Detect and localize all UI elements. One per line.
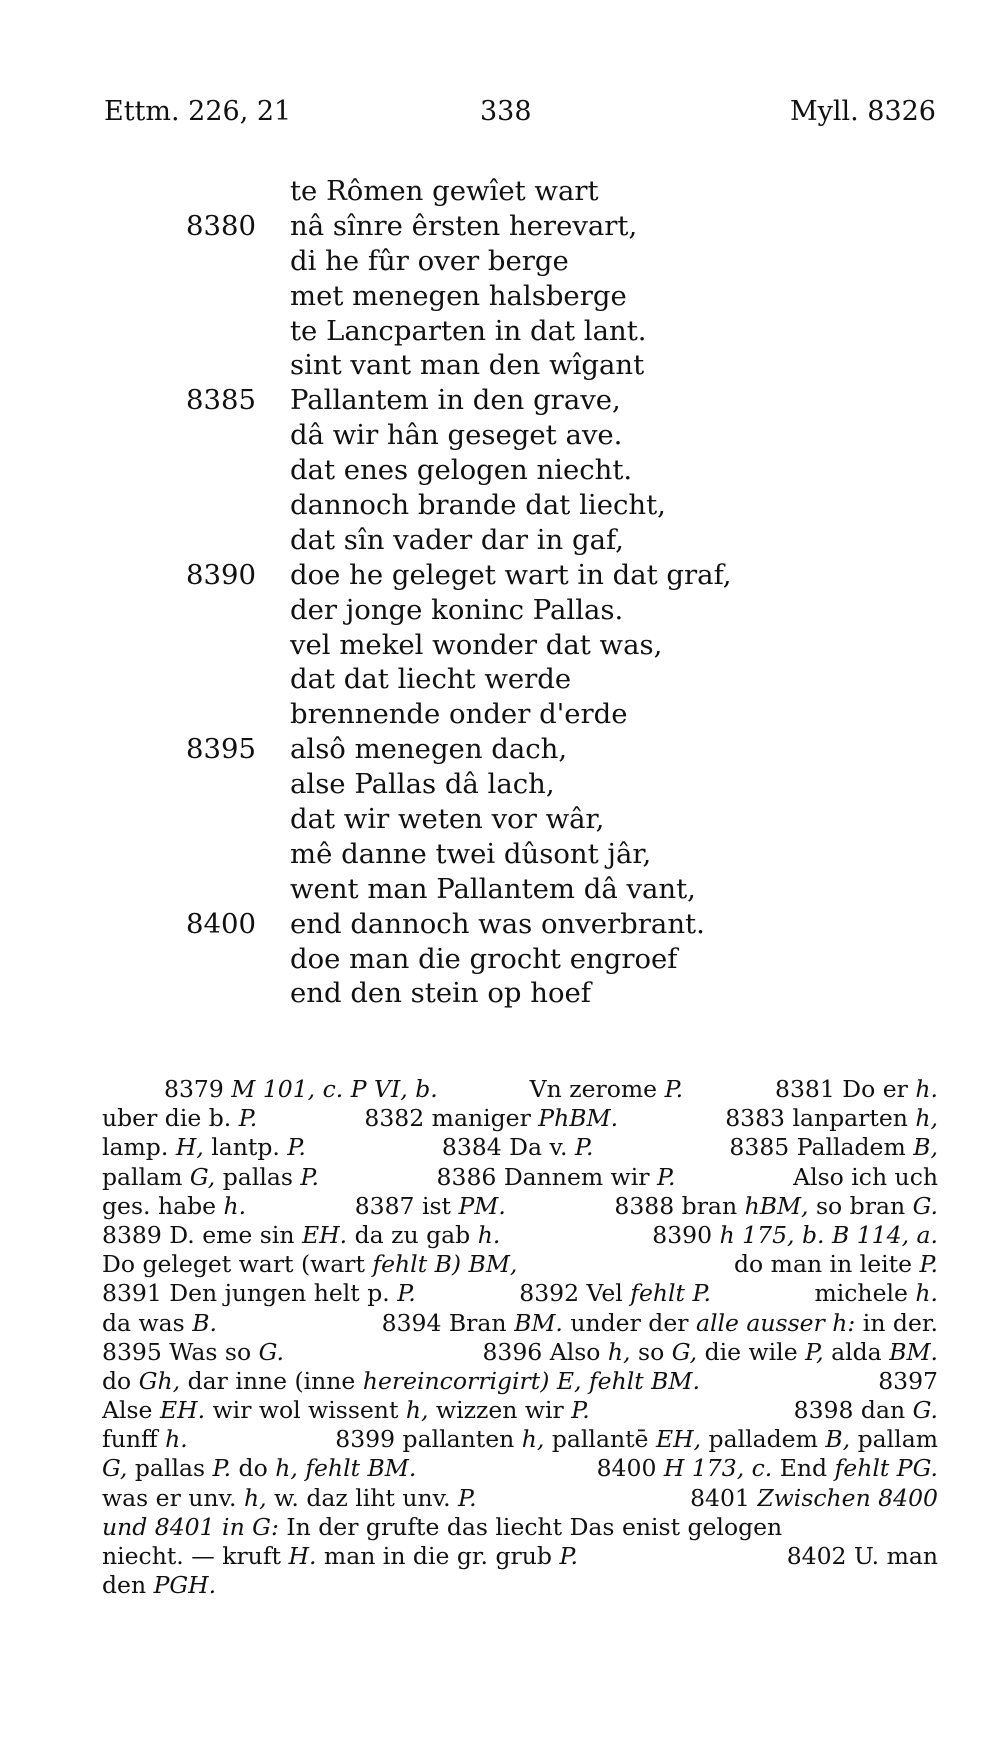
verse-line <box>0 314 1000 349</box>
apparatus-segment: 8388 bran hBM, so bran G. <box>614 1191 938 1220</box>
apparatus-segment: und 8401 in G: In der grufte das liecht Das enist gelogen <box>102 1512 783 1541</box>
verse-line <box>0 174 1000 209</box>
apparatus-line <box>102 1133 938 1162</box>
page-number: 338 <box>480 96 532 127</box>
apparatus-segment: was er unv. h, w. daz liht unv. P. <box>102 1483 477 1512</box>
apparatus-segment: 8396 Also h, so G, die wile P, alda BM. <box>482 1337 938 1366</box>
verse-line <box>0 802 1000 837</box>
verse-line-text: nâ sînre êrsten herevart, <box>290 209 638 242</box>
verse-line-text: doe man die grocht engroef <box>290 942 678 975</box>
apparatus-line <box>102 1309 938 1338</box>
apparatus-segment: 8395 Was so G. <box>102 1337 285 1366</box>
apparatus-line <box>102 1075 938 1104</box>
apparatus-segment: Alse EH. wir wol wissent h, wizzen wir P. <box>102 1396 590 1425</box>
apparatus-segment: 8384 Da v. P. <box>441 1133 594 1162</box>
verse-line <box>0 558 1000 593</box>
apparatus-line <box>102 1571 938 1600</box>
apparatus-segment: den PGH. <box>102 1571 217 1600</box>
verse-line <box>0 872 1000 907</box>
apparatus-segment: 8389 D. eme sin EH. da zu gab h. <box>102 1220 501 1249</box>
apparatus-segment: 8379 M 101, c. P VI, b. <box>164 1075 438 1103</box>
apparatus-segment: 8399 pallanten h, pallantē EH, palladem B, pallam <box>335 1425 938 1454</box>
apparatus-segment: michele h. <box>814 1279 938 1308</box>
apparatus-line <box>102 1513 938 1542</box>
apparatus-segment: 8381 Do er h. <box>775 1075 938 1103</box>
apparatus-segment: Do geleget wart (wart fehlt B) BM, <box>102 1250 518 1279</box>
apparatus-segment: da was B. <box>102 1308 217 1337</box>
verse-line-text: went man Pallantem dâ vant, <box>290 872 696 905</box>
apparatus-segment: 8387 ist PM. <box>354 1191 506 1220</box>
verse-line-text: vel mekel wonder dat was, <box>290 628 663 661</box>
apparatus-segment: funff h. <box>102 1425 188 1454</box>
apparatus-segment: G, pallas P. do h, fehlt BM. <box>102 1454 417 1483</box>
apparatus-segment: ges. habe h. <box>102 1191 247 1220</box>
apparatus-segment: 8385 Palladem B, <box>729 1133 938 1162</box>
verse-line <box>0 488 1000 523</box>
apparatus-segment: 8398 dan G. <box>793 1396 938 1425</box>
verse-line <box>0 976 1000 1011</box>
verse-line <box>0 453 1000 488</box>
apparatus-segment: Vn zerome P. <box>529 1075 684 1103</box>
apparatus-segment: pallam G, pallas P. <box>102 1162 319 1191</box>
verse-line-text: mê danne twei dûsont jâr, <box>290 837 652 870</box>
verse-line-text: dat enes gelogen niecht. <box>290 454 633 487</box>
verse-line-text: brennende onder d'erde <box>290 698 628 731</box>
apparatus-segment: Also ich uch <box>793 1162 938 1191</box>
apparatus-line <box>102 1454 938 1483</box>
verse-line <box>0 837 1000 872</box>
verse-line <box>0 244 1000 279</box>
apparatus-segment: 8394 Bran BM. under der alle ausser h: in der. <box>381 1308 938 1337</box>
verse-line-text: dat sîn vader dar in gaf, <box>290 523 624 556</box>
verse-text-block <box>0 174 1000 1011</box>
verse-line-text: dannoch brande dat liecht, <box>290 489 666 522</box>
verse-line-text: end den stein op hoef <box>290 977 591 1010</box>
verse-line-text: met menegen halsberge <box>290 279 627 312</box>
verse-line-text: dat wir weten vor wâr, <box>290 803 605 836</box>
apparatus-segment: 8392 Vel fehlt P. <box>519 1279 711 1308</box>
line-number: 8400 <box>186 907 256 940</box>
verse-line-text: te Lancparten in dat lant. <box>290 314 647 347</box>
verse-line <box>0 523 1000 558</box>
line-number: 8395 <box>186 733 256 766</box>
verse-line-text: end dannoch was onverbrant. <box>290 907 705 940</box>
line-number: 8380 <box>186 209 256 242</box>
apparatus-segment: niecht. — kruft H. man in die gr. grub P. <box>102 1542 578 1570</box>
apparatus-line <box>102 1338 938 1367</box>
verse-line-text: alse Pallas dâ lach, <box>290 768 555 801</box>
apparatus-line <box>102 1163 938 1192</box>
verse-line <box>0 628 1000 663</box>
verse-line-text: te Rômen gewîet wart <box>290 175 599 207</box>
running-head-left: Ettm. 226, 21 <box>104 96 292 127</box>
verse-line-text: der jonge koninc Pallas. <box>290 593 624 626</box>
apparatus-line <box>102 1221 938 1250</box>
running-head <box>104 96 936 136</box>
apparatus-segment: 8397 <box>878 1366 938 1395</box>
apparatus-segment: do man in leite P. <box>734 1250 938 1279</box>
apparatus-line <box>102 1192 938 1221</box>
verse-line <box>0 907 1000 942</box>
apparatus-line <box>102 1279 938 1308</box>
line-number: 8385 <box>186 384 256 417</box>
apparatus-line <box>102 1425 938 1454</box>
verse-line <box>0 593 1000 628</box>
apparatus-segment: 8391 Den jungen helt p. P. <box>102 1279 416 1308</box>
apparatus-line <box>102 1250 938 1279</box>
apparatus-segment: 8400 H 173, c. End fehlt PG. <box>596 1454 938 1483</box>
apparatus-segment: 8382 maniger PhBM. <box>364 1104 619 1133</box>
apparatus-segment: 8402 U. man <box>786 1542 938 1570</box>
verse-line <box>0 418 1000 453</box>
verse-line-text: sint vant man den wîgant <box>290 349 645 382</box>
verse-line-text: Pallantem in den grave, <box>290 384 621 417</box>
apparatus-segment: lamp. H, lantp. P. <box>102 1133 306 1162</box>
verse-line <box>0 662 1000 697</box>
verse-line <box>0 279 1000 314</box>
apparatus-segment: 8383 lanparten h, <box>725 1104 938 1133</box>
running-head-right: Myll. 8326 <box>789 96 936 127</box>
verse-line-text: dat dat liecht werde <box>290 663 572 696</box>
verse-line-text: di he fûr over berge <box>290 244 569 277</box>
verse-line <box>0 697 1000 732</box>
verse-line <box>0 383 1000 418</box>
apparatus-segment: uber die b. P. <box>102 1104 258 1133</box>
verse-line <box>0 348 1000 383</box>
verse-line <box>0 942 1000 977</box>
verse-line-text: alsô menegen dach, <box>290 733 568 766</box>
apparatus-line <box>102 1104 938 1133</box>
apparatus-line <box>102 1396 938 1425</box>
verse-line <box>0 209 1000 244</box>
critical-apparatus <box>102 1075 938 1600</box>
verse-line <box>0 732 1000 767</box>
apparatus-line <box>102 1542 938 1571</box>
apparatus-segment: 8401 Zwischen 8400 <box>690 1483 938 1512</box>
apparatus-segment: 8386 Dannem wir P. <box>436 1162 676 1191</box>
verse-line <box>0 767 1000 802</box>
line-number: 8390 <box>186 558 256 591</box>
apparatus-line <box>102 1484 938 1513</box>
verse-line-text: dâ wir hân geseget ave. <box>290 419 623 452</box>
apparatus-segment: do Gh, dar inne (inne hereincorrigirt) E, fehlt BM. <box>102 1366 700 1395</box>
verse-line-text: doe he geleget wart in dat graf, <box>290 558 732 591</box>
apparatus-line <box>102 1367 938 1396</box>
apparatus-segment: 8390 h 175, b. B 114, a. <box>652 1220 938 1249</box>
